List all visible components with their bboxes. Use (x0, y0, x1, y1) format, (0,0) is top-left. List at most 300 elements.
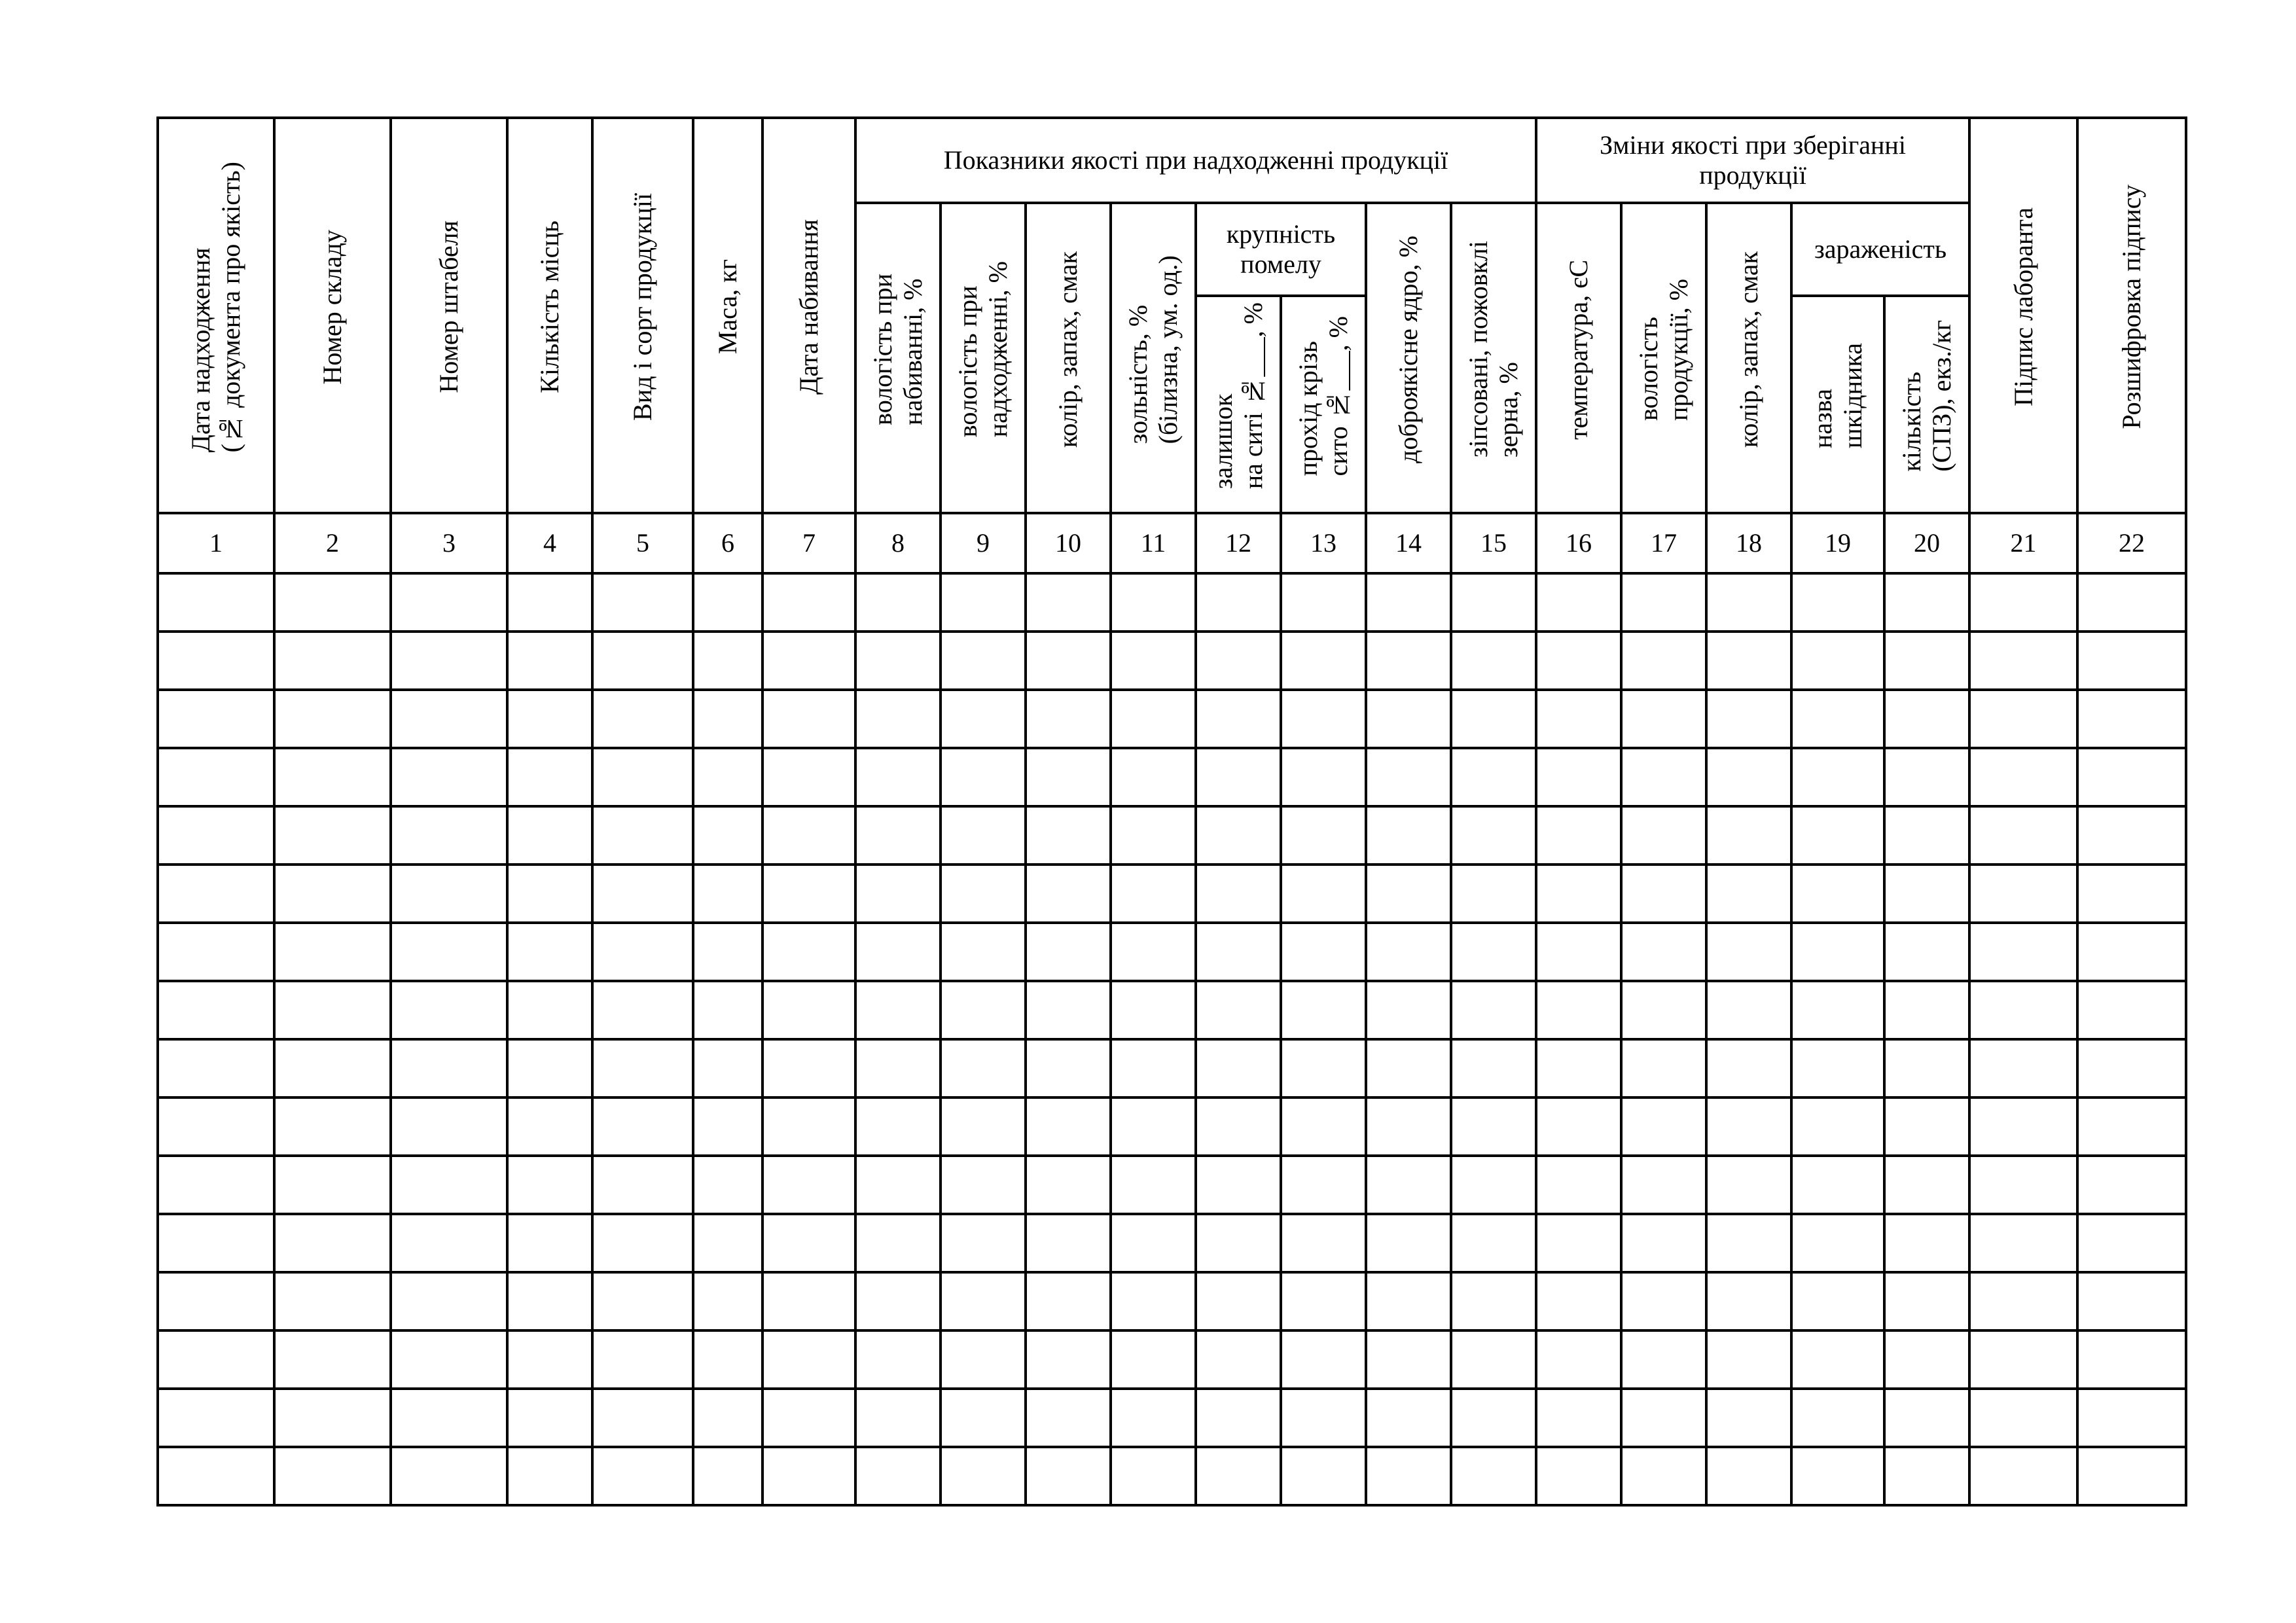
entry-cell[interactable] (1196, 632, 1281, 690)
entry-cell[interactable] (855, 1097, 941, 1156)
entry-cell[interactable] (592, 690, 693, 748)
entry-cell[interactable] (941, 1039, 1026, 1097)
entry-cell[interactable] (1706, 1330, 1791, 1389)
entry-cell[interactable] (2077, 981, 2186, 1039)
entry-cell[interactable] (1791, 1097, 1884, 1156)
entry-cell[interactable] (1884, 865, 1969, 923)
entry-cell[interactable] (941, 632, 1026, 690)
entry-cell[interactable] (693, 1272, 762, 1330)
entry-cell[interactable] (1196, 748, 1281, 806)
entry-cell[interactable] (507, 1039, 592, 1097)
entry-cell[interactable] (693, 1389, 762, 1447)
entry-cell[interactable] (1969, 690, 2077, 748)
entry-cell[interactable] (1366, 806, 1451, 865)
entry-cell[interactable] (693, 632, 762, 690)
entry-cell[interactable] (1791, 748, 1884, 806)
entry-cell[interactable] (1281, 1330, 1366, 1389)
entry-cell[interactable] (1111, 1330, 1196, 1389)
entry-cell[interactable] (1026, 1097, 1111, 1156)
entry-cell[interactable] (1791, 865, 1884, 923)
entry-cell[interactable] (1969, 806, 2077, 865)
entry-cell[interactable] (1969, 1330, 2077, 1389)
entry-cell[interactable] (2077, 748, 2186, 806)
entry-cell[interactable] (1196, 1039, 1281, 1097)
entry-cell[interactable] (274, 1330, 391, 1389)
entry-cell[interactable] (1536, 923, 1621, 981)
entry-cell[interactable] (1026, 632, 1111, 690)
entry-cell[interactable] (1884, 806, 1969, 865)
entry-cell[interactable] (1536, 1214, 1621, 1272)
entry-cell[interactable] (1884, 573, 1969, 632)
entry-cell[interactable] (1281, 806, 1366, 865)
entry-cell[interactable] (1884, 632, 1969, 690)
entry-cell[interactable] (1451, 690, 1536, 748)
entry-cell[interactable] (762, 1214, 855, 1272)
entry-cell[interactable] (1451, 1039, 1536, 1097)
entry-cell[interactable] (1791, 573, 1884, 632)
entry-cell[interactable] (1884, 1447, 1969, 1505)
entry-cell[interactable] (1706, 632, 1791, 690)
entry-cell[interactable] (1884, 1039, 1969, 1097)
entry-cell[interactable] (1621, 1447, 1706, 1505)
entry-cell[interactable] (1196, 690, 1281, 748)
entry-cell[interactable] (855, 923, 941, 981)
entry-cell[interactable] (391, 748, 507, 806)
entry-cell[interactable] (1621, 1330, 1706, 1389)
entry-cell[interactable] (507, 1330, 592, 1389)
entry-cell[interactable] (1451, 806, 1536, 865)
entry-cell[interactable] (1884, 1330, 1969, 1389)
entry-cell[interactable] (1969, 573, 2077, 632)
entry-cell[interactable] (1621, 865, 1706, 923)
entry-cell[interactable] (507, 1097, 592, 1156)
entry-cell[interactable] (1366, 981, 1451, 1039)
entry-cell[interactable] (941, 1330, 1026, 1389)
entry-cell[interactable] (2077, 1097, 2186, 1156)
entry-cell[interactable] (1969, 1156, 2077, 1214)
entry-cell[interactable] (1026, 690, 1111, 748)
entry-cell[interactable] (1451, 748, 1536, 806)
entry-cell[interactable] (1536, 1389, 1621, 1447)
entry-cell[interactable] (762, 632, 855, 690)
entry-cell[interactable] (1451, 981, 1536, 1039)
entry-cell[interactable] (2077, 1330, 2186, 1389)
entry-cell[interactable] (274, 981, 391, 1039)
entry-cell[interactable] (1621, 1389, 1706, 1447)
entry-cell[interactable] (762, 1389, 855, 1447)
entry-cell[interactable] (507, 1214, 592, 1272)
entry-cell[interactable] (941, 865, 1026, 923)
entry-cell[interactable] (1196, 806, 1281, 865)
entry-cell[interactable] (762, 981, 855, 1039)
entry-cell[interactable] (693, 1330, 762, 1389)
entry-cell[interactable] (1451, 1447, 1536, 1505)
entry-cell[interactable] (158, 1097, 274, 1156)
entry-cell[interactable] (391, 573, 507, 632)
entry-cell[interactable] (1366, 1214, 1451, 1272)
entry-cell[interactable] (1451, 632, 1536, 690)
entry-cell[interactable] (1366, 865, 1451, 923)
entry-cell[interactable] (592, 806, 693, 865)
entry-cell[interactable] (1791, 1156, 1884, 1214)
entry-cell[interactable] (391, 1039, 507, 1097)
entry-cell[interactable] (391, 690, 507, 748)
entry-cell[interactable] (855, 1330, 941, 1389)
entry-cell[interactable] (762, 806, 855, 865)
entry-cell[interactable] (1791, 1272, 1884, 1330)
entry-cell[interactable] (592, 1447, 693, 1505)
entry-cell[interactable] (1111, 806, 1196, 865)
entry-cell[interactable] (941, 1097, 1026, 1156)
entry-cell[interactable] (855, 981, 941, 1039)
entry-cell[interactable] (507, 1447, 592, 1505)
entry-cell[interactable] (855, 1156, 941, 1214)
entry-cell[interactable] (1281, 865, 1366, 923)
entry-cell[interactable] (1536, 981, 1621, 1039)
entry-cell[interactable] (274, 1156, 391, 1214)
entry-cell[interactable] (391, 806, 507, 865)
entry-cell[interactable] (1621, 1272, 1706, 1330)
entry-cell[interactable] (1791, 806, 1884, 865)
entry-cell[interactable] (1536, 1272, 1621, 1330)
entry-cell[interactable] (1621, 573, 1706, 632)
entry-cell[interactable] (158, 1389, 274, 1447)
entry-cell[interactable] (1196, 1447, 1281, 1505)
entry-cell[interactable] (1366, 1039, 1451, 1097)
entry-cell[interactable] (1621, 690, 1706, 748)
entry-cell[interactable] (1884, 748, 1969, 806)
entry-cell[interactable] (1884, 1272, 1969, 1330)
entry-cell[interactable] (941, 573, 1026, 632)
entry-cell[interactable] (941, 1214, 1026, 1272)
entry-cell[interactable] (274, 690, 391, 748)
entry-cell[interactable] (1706, 981, 1791, 1039)
entry-cell[interactable] (1969, 1272, 2077, 1330)
entry-cell[interactable] (1451, 573, 1536, 632)
entry-cell[interactable] (592, 865, 693, 923)
entry-cell[interactable] (1969, 632, 2077, 690)
entry-cell[interactable] (1884, 690, 1969, 748)
entry-cell[interactable] (762, 573, 855, 632)
entry-cell[interactable] (507, 748, 592, 806)
entry-cell[interactable] (1111, 923, 1196, 981)
entry-cell[interactable] (592, 981, 693, 1039)
entry-cell[interactable] (592, 748, 693, 806)
entry-cell[interactable] (507, 1272, 592, 1330)
entry-cell[interactable] (1281, 1039, 1366, 1097)
entry-cell[interactable] (1026, 1330, 1111, 1389)
entry-cell[interactable] (274, 748, 391, 806)
entry-cell[interactable] (391, 1447, 507, 1505)
entry-cell[interactable] (1706, 1272, 1791, 1330)
entry-cell[interactable] (1451, 865, 1536, 923)
entry-cell[interactable] (391, 923, 507, 981)
entry-cell[interactable] (941, 1447, 1026, 1505)
entry-cell[interactable] (762, 1097, 855, 1156)
entry-cell[interactable] (1536, 1097, 1621, 1156)
entry-cell[interactable] (592, 923, 693, 981)
entry-cell[interactable] (391, 981, 507, 1039)
entry-cell[interactable] (2077, 1156, 2186, 1214)
entry-cell[interactable] (158, 690, 274, 748)
entry-cell[interactable] (1969, 1214, 2077, 1272)
entry-cell[interactable] (1111, 1389, 1196, 1447)
entry-cell[interactable] (1451, 1097, 1536, 1156)
entry-cell[interactable] (1706, 1447, 1791, 1505)
entry-cell[interactable] (762, 1039, 855, 1097)
entry-cell[interactable] (693, 748, 762, 806)
entry-cell[interactable] (158, 865, 274, 923)
entry-cell[interactable] (1536, 1447, 1621, 1505)
entry-cell[interactable] (941, 748, 1026, 806)
entry-cell[interactable] (1366, 1447, 1451, 1505)
entry-cell[interactable] (1706, 1156, 1791, 1214)
entry-cell[interactable] (1536, 1330, 1621, 1389)
entry-cell[interactable] (274, 1214, 391, 1272)
entry-cell[interactable] (1196, 1097, 1281, 1156)
entry-cell[interactable] (1026, 981, 1111, 1039)
entry-cell[interactable] (1111, 1039, 1196, 1097)
entry-cell[interactable] (941, 1156, 1026, 1214)
entry-cell[interactable] (1111, 632, 1196, 690)
entry-cell[interactable] (158, 1156, 274, 1214)
entry-cell[interactable] (941, 1272, 1026, 1330)
entry-cell[interactable] (1536, 632, 1621, 690)
entry-cell[interactable] (507, 1156, 592, 1214)
entry-cell[interactable] (274, 1097, 391, 1156)
entry-cell[interactable] (1026, 923, 1111, 981)
entry-cell[interactable] (1111, 1097, 1196, 1156)
entry-cell[interactable] (1026, 1447, 1111, 1505)
entry-cell[interactable] (1196, 1214, 1281, 1272)
entry-cell[interactable] (2077, 690, 2186, 748)
entry-cell[interactable] (1536, 806, 1621, 865)
entry-cell[interactable] (1884, 981, 1969, 1039)
entry-cell[interactable] (1111, 1447, 1196, 1505)
entry-cell[interactable] (592, 1272, 693, 1330)
entry-cell[interactable] (1791, 1389, 1884, 1447)
entry-cell[interactable] (158, 1447, 274, 1505)
entry-cell[interactable] (1026, 865, 1111, 923)
entry-cell[interactable] (2077, 1214, 2186, 1272)
entry-cell[interactable] (1366, 690, 1451, 748)
entry-cell[interactable] (1969, 981, 2077, 1039)
entry-cell[interactable] (1536, 690, 1621, 748)
entry-cell[interactable] (762, 1156, 855, 1214)
entry-cell[interactable] (1536, 748, 1621, 806)
entry-cell[interactable] (391, 865, 507, 923)
entry-cell[interactable] (693, 1097, 762, 1156)
entry-cell[interactable] (1706, 1039, 1791, 1097)
entry-cell[interactable] (1196, 1156, 1281, 1214)
entry-cell[interactable] (1884, 923, 1969, 981)
entry-cell[interactable] (1969, 1039, 2077, 1097)
entry-cell[interactable] (1281, 573, 1366, 632)
entry-cell[interactable] (1026, 1039, 1111, 1097)
entry-cell[interactable] (1281, 632, 1366, 690)
entry-cell[interactable] (1281, 1156, 1366, 1214)
entry-cell[interactable] (1884, 1214, 1969, 1272)
entry-cell[interactable] (1196, 573, 1281, 632)
entry-cell[interactable] (1451, 1214, 1536, 1272)
entry-cell[interactable] (693, 865, 762, 923)
entry-cell[interactable] (1969, 1389, 2077, 1447)
entry-cell[interactable] (391, 1389, 507, 1447)
entry-cell[interactable] (1969, 1447, 2077, 1505)
entry-cell[interactable] (2077, 632, 2186, 690)
entry-cell[interactable] (1026, 1272, 1111, 1330)
entry-cell[interactable] (507, 573, 592, 632)
entry-cell[interactable] (1884, 1156, 1969, 1214)
entry-cell[interactable] (274, 1447, 391, 1505)
entry-cell[interactable] (1621, 1156, 1706, 1214)
entry-cell[interactable] (274, 806, 391, 865)
entry-cell[interactable] (1281, 1272, 1366, 1330)
entry-cell[interactable] (762, 748, 855, 806)
entry-cell[interactable] (1281, 923, 1366, 981)
entry-cell[interactable] (1451, 1330, 1536, 1389)
entry-cell[interactable] (1026, 1156, 1111, 1214)
entry-cell[interactable] (507, 806, 592, 865)
entry-cell[interactable] (1026, 748, 1111, 806)
entry-cell[interactable] (1196, 1330, 1281, 1389)
entry-cell[interactable] (1791, 632, 1884, 690)
entry-cell[interactable] (1451, 1272, 1536, 1330)
entry-cell[interactable] (1026, 1389, 1111, 1447)
entry-cell[interactable] (158, 981, 274, 1039)
entry-cell[interactable] (693, 573, 762, 632)
entry-cell[interactable] (762, 1330, 855, 1389)
entry-cell[interactable] (592, 1330, 693, 1389)
entry-cell[interactable] (855, 573, 941, 632)
entry-cell[interactable] (855, 1389, 941, 1447)
entry-cell[interactable] (762, 865, 855, 923)
entry-cell[interactable] (507, 1389, 592, 1447)
entry-cell[interactable] (762, 1447, 855, 1505)
entry-cell[interactable] (1884, 1097, 1969, 1156)
entry-cell[interactable] (1196, 865, 1281, 923)
entry-cell[interactable] (2077, 923, 2186, 981)
entry-cell[interactable] (391, 1214, 507, 1272)
entry-cell[interactable] (1196, 1389, 1281, 1447)
entry-cell[interactable] (693, 981, 762, 1039)
entry-cell[interactable] (158, 1272, 274, 1330)
entry-cell[interactable] (1621, 1039, 1706, 1097)
entry-cell[interactable] (274, 865, 391, 923)
entry-cell[interactable] (507, 632, 592, 690)
entry-cell[interactable] (1196, 923, 1281, 981)
entry-cell[interactable] (1451, 1389, 1536, 1447)
entry-cell[interactable] (592, 1214, 693, 1272)
entry-cell[interactable] (855, 690, 941, 748)
entry-cell[interactable] (1791, 1214, 1884, 1272)
entry-cell[interactable] (1706, 748, 1791, 806)
entry-cell[interactable] (1791, 923, 1884, 981)
entry-cell[interactable] (1366, 1156, 1451, 1214)
entry-cell[interactable] (1111, 981, 1196, 1039)
entry-cell[interactable] (274, 1039, 391, 1097)
entry-cell[interactable] (855, 1272, 941, 1330)
entry-cell[interactable] (1706, 923, 1791, 981)
entry-cell[interactable] (1621, 1097, 1706, 1156)
entry-cell[interactable] (1706, 690, 1791, 748)
entry-cell[interactable] (158, 573, 274, 632)
entry-cell[interactable] (855, 632, 941, 690)
entry-cell[interactable] (2077, 1272, 2186, 1330)
entry-cell[interactable] (1111, 1272, 1196, 1330)
entry-cell[interactable] (158, 748, 274, 806)
entry-cell[interactable] (274, 923, 391, 981)
entry-cell[interactable] (1621, 923, 1706, 981)
entry-cell[interactable] (1281, 748, 1366, 806)
entry-cell[interactable] (592, 632, 693, 690)
entry-cell[interactable] (1111, 748, 1196, 806)
entry-cell[interactable] (1621, 981, 1706, 1039)
entry-cell[interactable] (693, 1214, 762, 1272)
entry-cell[interactable] (1366, 632, 1451, 690)
entry-cell[interactable] (2077, 1389, 2186, 1447)
entry-cell[interactable] (1791, 1039, 1884, 1097)
entry-cell[interactable] (941, 981, 1026, 1039)
entry-cell[interactable] (391, 1156, 507, 1214)
entry-cell[interactable] (1366, 1330, 1451, 1389)
entry-cell[interactable] (1536, 573, 1621, 632)
entry-cell[interactable] (158, 806, 274, 865)
entry-cell[interactable] (592, 1389, 693, 1447)
entry-cell[interactable] (2077, 573, 2186, 632)
entry-cell[interactable] (1621, 748, 1706, 806)
entry-cell[interactable] (274, 1389, 391, 1447)
entry-cell[interactable] (693, 1447, 762, 1505)
entry-cell[interactable] (592, 573, 693, 632)
entry-cell[interactable] (1281, 690, 1366, 748)
entry-cell[interactable] (1536, 1039, 1621, 1097)
entry-cell[interactable] (762, 1272, 855, 1330)
entry-cell[interactable] (1621, 1214, 1706, 1272)
entry-cell[interactable] (1791, 981, 1884, 1039)
entry-cell[interactable] (391, 1330, 507, 1389)
entry-cell[interactable] (1706, 865, 1791, 923)
entry-cell[interactable] (1366, 748, 1451, 806)
entry-cell[interactable] (1706, 1097, 1791, 1156)
entry-cell[interactable] (2077, 806, 2186, 865)
entry-cell[interactable] (1706, 1214, 1791, 1272)
entry-cell[interactable] (1451, 1156, 1536, 1214)
entry-cell[interactable] (855, 748, 941, 806)
entry-cell[interactable] (158, 632, 274, 690)
entry-cell[interactable] (693, 806, 762, 865)
entry-cell[interactable] (1281, 1447, 1366, 1505)
entry-cell[interactable] (941, 923, 1026, 981)
entry-cell[interactable] (391, 1272, 507, 1330)
entry-cell[interactable] (1026, 1214, 1111, 1272)
entry-cell[interactable] (507, 865, 592, 923)
entry-cell[interactable] (158, 923, 274, 981)
entry-cell[interactable] (1026, 573, 1111, 632)
entry-cell[interactable] (1366, 923, 1451, 981)
entry-cell[interactable] (1026, 806, 1111, 865)
entry-cell[interactable] (855, 806, 941, 865)
entry-cell[interactable] (1969, 865, 2077, 923)
entry-cell[interactable] (1366, 1389, 1451, 1447)
entry-cell[interactable] (855, 1214, 941, 1272)
entry-cell[interactable] (1366, 1097, 1451, 1156)
entry-cell[interactable] (2077, 1447, 2186, 1505)
entry-cell[interactable] (1969, 1097, 2077, 1156)
entry-cell[interactable] (693, 1039, 762, 1097)
entry-cell[interactable] (1196, 981, 1281, 1039)
entry-cell[interactable] (1706, 573, 1791, 632)
